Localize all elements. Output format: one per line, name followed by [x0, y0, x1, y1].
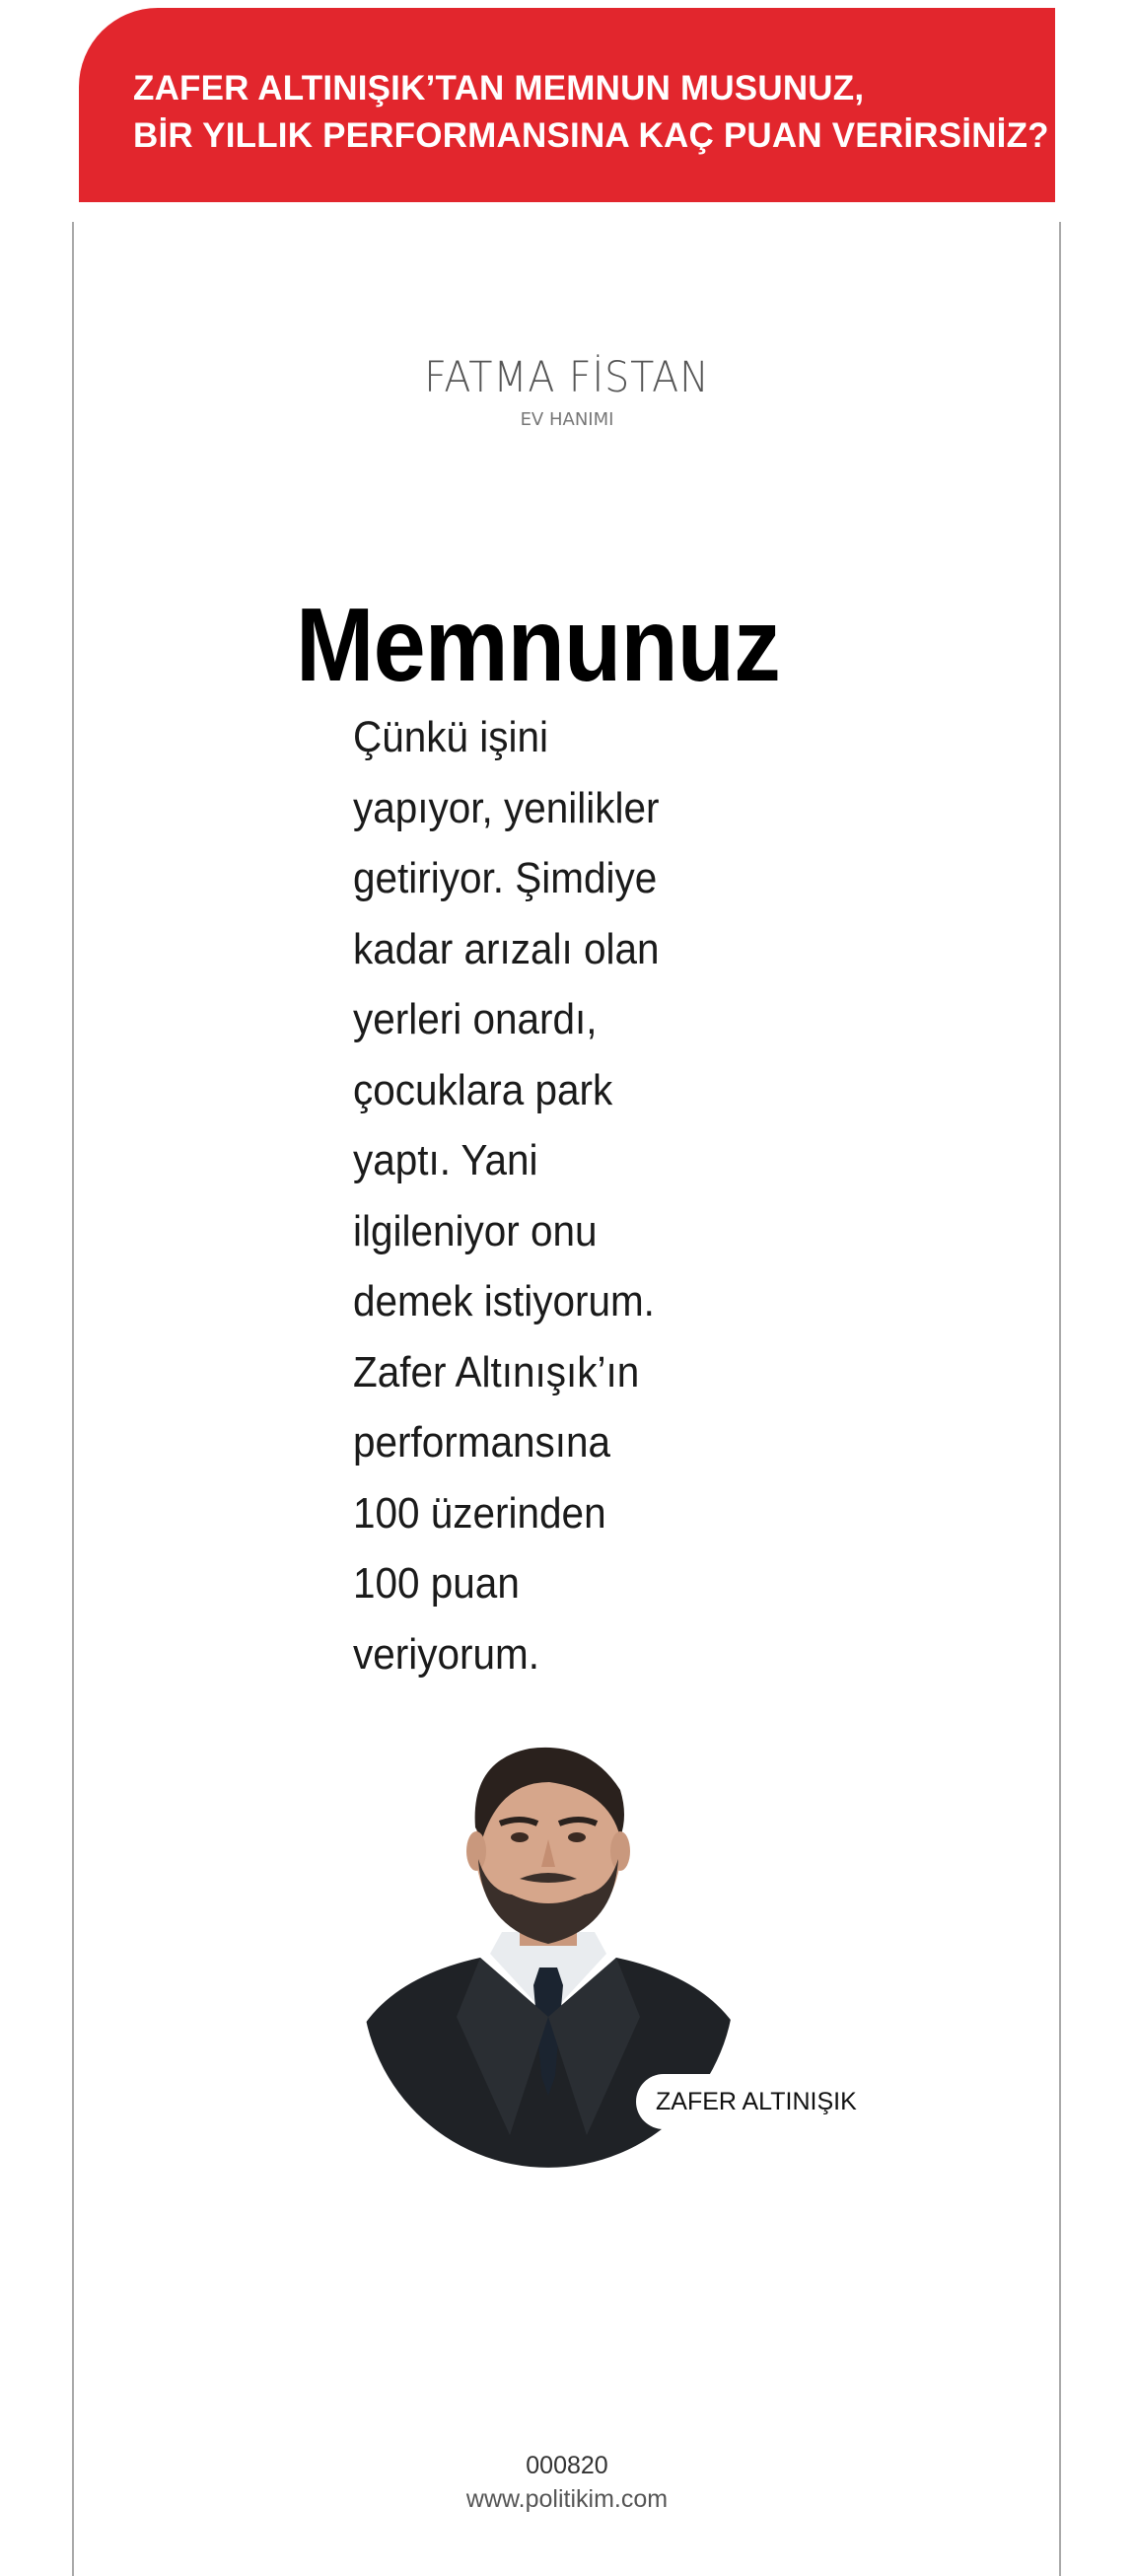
- answer-line: Zafer Altınışık’ın: [353, 1347, 640, 1396]
- frame-right-rule: [1059, 222, 1061, 2576]
- answer-line: veriyorum.: [353, 1629, 539, 1679]
- respondent-block: [0, 350, 1134, 433]
- answer-line: 100 puan: [353, 1559, 520, 1608]
- footer-url[interactable]: www.politikim.com: [465, 2485, 669, 2513]
- frame-left-rule: [72, 222, 74, 2576]
- photo-caption: ZAFER ALTINIŞIK: [636, 2074, 848, 2129]
- answer-line: performansına: [353, 1418, 611, 1467]
- answer-line: demek istiyorum.: [353, 1277, 655, 1325]
- answer-line: çocuklara park: [353, 1065, 613, 1114]
- answer-line: 100 üzerinden: [353, 1488, 606, 1538]
- answer-line: yapıyor, yenilikler: [353, 783, 660, 832]
- answer-line: kadar arızalı olan: [353, 924, 660, 973]
- respondent-name: FATMA FİSTAN: [424, 353, 710, 402]
- answer-line: getiriyor. Şimdiye: [353, 854, 658, 902]
- verdict-heading: Memnunuz: [296, 587, 780, 703]
- answer-line: yerleri onardı,: [353, 995, 598, 1043]
- footer-code: 000820: [526, 2452, 608, 2479]
- answer-line: Çünkü işini: [353, 713, 549, 761]
- respondent-occupation: EV HANIMI: [520, 409, 614, 430]
- headline-line-2: BİR YILLIK PERFORMANSINA KAÇ PUAN VERİRSİNİZ?: [133, 116, 1049, 155]
- answer-line: ilgileniyor onu: [353, 1206, 598, 1255]
- answer-text: [353, 702, 747, 1689]
- headline-banner: [79, 8, 1055, 202]
- headline-line-1: ZAFER ALTINIŞIK’TAN MEMNUN MUSUNUZ,: [133, 69, 865, 107]
- answer-line: yaptı. Yani: [353, 1136, 538, 1184]
